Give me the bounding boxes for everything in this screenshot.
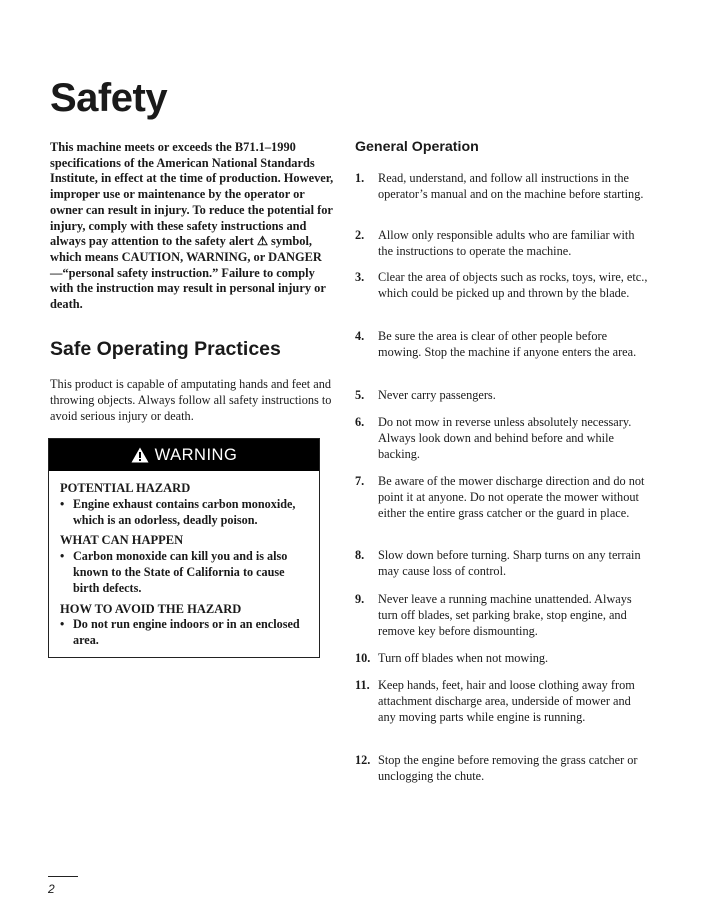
item-text: Do not mow in reverse unless absolutely necessary. Always look down and behind before and while backing. — [378, 415, 632, 461]
safe-practices-body: This product is capable of amputating hands and feet and throwing objects. Always follow all safety instructions to avoid serious injury or death. — [50, 377, 332, 423]
item-text: Be sure the area is clear of other people before mowing. Stop the machine if anyone enters the area. — [378, 329, 637, 359]
bullet-icon: • — [60, 496, 65, 511]
item-number: 10. — [355, 651, 371, 665]
list-item — [355, 678, 655, 725]
list-item — [355, 270, 655, 302]
list-item — [355, 415, 655, 462]
warning-box — [48, 438, 320, 658]
item-number: 7. — [355, 474, 365, 488]
item-text: Never carry passengers. — [378, 388, 496, 402]
bullet-icon: • — [60, 617, 65, 632]
item-text: Allow only responsible adults who are familiar with the instructions to operate the machine. — [378, 228, 635, 258]
consequence-heading: WHAT CAN HAPPEN — [60, 533, 184, 548]
list-item — [355, 388, 655, 404]
list-item — [355, 548, 655, 580]
intro-paragraph: This machine meets or exceeds the B71.1–1990 specifications of the American National Standards Institute, in effect at the time of production. However, improper use or maintenance by the operator or owner can result in injury. To reduce the potential for injury, comply with these safety instructions and always pay attention to the safety alert ⚠ symbol, which means CAUTION, WARNING, or DANGER—“personal safety instruction.” Failure to comply with the instruction may result in personal injury or death. — [50, 140, 334, 312]
item-text: Clear the area of objects such as rocks, toys, wire, etc., which could be picked up and thrown by the blade. — [378, 270, 648, 300]
hazard-heading: POTENTIAL HAZARD — [60, 481, 191, 495]
list-item — [355, 592, 655, 639]
list-item — [355, 171, 655, 203]
avoidance-heading: HOW TO AVOID THE HAZARD — [60, 601, 242, 616]
item-number: 3. — [355, 270, 365, 284]
item-text: Keep hands, feet, hair and loose clothing away from attachment discharge area, underside of mower and any moving parts while engine is running. — [378, 678, 635, 724]
item-number: 6. — [355, 415, 365, 429]
safe-practices-heading: Safe Operating Practices — [50, 338, 281, 360]
item-number: 5. — [355, 388, 365, 402]
list-item — [355, 753, 655, 785]
item-text: Be aware of the mower discharge direction and do not point it at anyone. Do not operate the mower without either the entire grass catcher or the guard in place. — [378, 474, 645, 520]
item-number: 1. — [355, 171, 365, 185]
warning-label: WARNING — [154, 445, 238, 464]
item-number: 12. — [355, 753, 371, 767]
list-item — [355, 474, 655, 521]
item-text: Stop the engine before removing the grass catcher or unclogging the chute. — [378, 753, 638, 783]
hazard-text: Engine exhaust contains carbon monoxide, which is an odorless, deadly poison. — [73, 496, 296, 527]
footer-rule — [48, 876, 78, 877]
list-item — [355, 651, 655, 667]
list-item — [355, 228, 655, 260]
item-number: 8. — [355, 548, 365, 562]
item-number: 11. — [355, 678, 370, 692]
general-operation-heading: General Operation — [355, 139, 479, 155]
item-text: Read, understand, and follow all instructions in the operator’s manual and on the machine before starting. — [378, 171, 644, 201]
consequence-text: Carbon monoxide can kill you and is also known to the State of California to cause birth defects. — [73, 549, 288, 595]
item-text: Never leave a running machine unattended. Always turn off blades, set parking brake, stop engine, and remove key before dismounting. — [378, 592, 632, 638]
item-text: Turn off blades when not mowing. — [378, 651, 549, 665]
warning-header — [49, 439, 319, 471]
list-item — [355, 329, 655, 361]
item-text: Slow down before turning. Sharp turns on any terrain may cause loss of control. — [378, 548, 641, 578]
page-title: Safety — [50, 76, 168, 120]
avoidance-text: Do not run engine indoors or in an enclosed area. — [73, 617, 300, 648]
warning-triangle-icon — [131, 447, 149, 463]
item-number: 9. — [355, 592, 365, 606]
item-number: 2. — [355, 228, 365, 242]
bullet-icon: • — [60, 549, 65, 564]
page-number: 2 — [48, 882, 55, 896]
item-number: 4. — [355, 329, 365, 343]
